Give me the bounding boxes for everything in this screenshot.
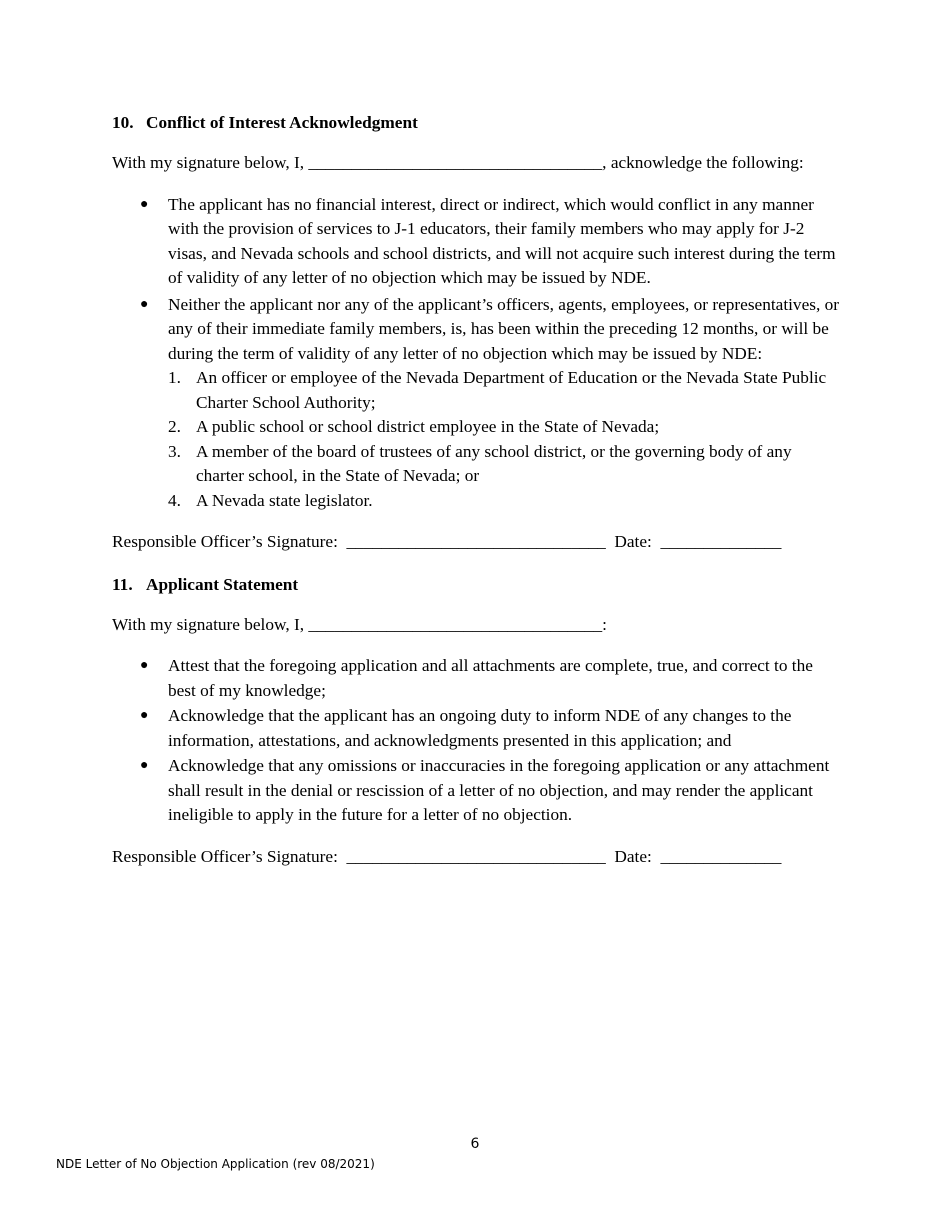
item-text: A Nevada state legislator.: [196, 490, 373, 510]
section-10-signature-line[interactable]: Responsible Officer’s Signature: ______________________________ Date: ______________: [112, 532, 782, 551]
section-11-heading: [112, 573, 842, 597]
list-item: [112, 704, 842, 753]
bullet-text: Attest that the foregoing application and all attachments are complete, true, and correct to the best of my knowledge;: [168, 656, 813, 700]
document-footer-label: NDE Letter of No Objection Application (rev 08/2021): [56, 1157, 375, 1171]
numbered-item: [168, 366, 842, 415]
numbered-item: [168, 489, 842, 514]
numbered-item: [168, 415, 842, 440]
section-11-bullet-list: [112, 654, 842, 828]
list-item: [112, 293, 842, 514]
item-number: 3.: [168, 441, 181, 461]
bullet-text: Acknowledge that any omissions or inaccuracies in the foregoing application or any attachment shall result in the denial or rescission of a letter of no objection, and may render the applicant ineligible to apply in the future for a letter of no objection.: [168, 756, 830, 824]
bullet-icon: ●: [140, 758, 149, 773]
section-10-bullet-list: [112, 193, 842, 514]
item-number: 4.: [168, 490, 181, 510]
section-10-title: Conflict of Interest Acknowledgment: [146, 113, 418, 132]
item-text: A member of the board of trustees of any school district, or the governing body of any charter school, in the State of Nevada; or: [196, 441, 792, 485]
bullet-text: Neither the applicant nor any of the applicant’s officers, agents, employees, or representatives, or any of their immediate family members, is, has been within the preceding 12 months, or will be during the term of validity of any letter of no objection which may be issued by NDE:: [168, 294, 840, 363]
section-10-intro: With my signature below, I, __________________________________, acknowledge the following:: [112, 153, 804, 172]
list-item: [112, 193, 842, 291]
bullet-text: Acknowledge that the applicant has an ongoing duty to inform NDE of any changes to the information, attestations, and acknowledgments presented in this application; and: [168, 706, 792, 750]
bullet-icon: ●: [140, 658, 149, 673]
bullet-icon: ●: [140, 708, 149, 723]
numbered-item: [168, 440, 842, 489]
section-10-heading: [112, 111, 842, 135]
section-11-title: Applicant Statement: [146, 574, 299, 594]
page-content: [112, 111, 842, 869]
page-number: 6: [470, 1136, 480, 1152]
item-text: A public school or school district employee in the State of Nevada;: [196, 417, 660, 436]
bullet-text: The applicant has no financial interest, direct or indirect, which would conflict in any manner with the provision of services to J-1 educators, their family members who may apply for J-2 visas, and Nevada schools and school districts, and will not acquire such interest during the term of validity of any letter of no objection which may be issued by NDE.: [168, 194, 836, 287]
item-number: 1.: [168, 368, 181, 387]
item-text: An officer or employee of the Nevada Department of Education or the Nevada State Public Charter School Authority;: [196, 368, 827, 412]
list-item: [112, 654, 842, 703]
section-11-number: 11.: [112, 574, 133, 594]
section-11-signature-line[interactable]: Responsible Officer’s Signature: ______________________________ Date: ______________: [112, 846, 782, 866]
section-10-number: 10.: [112, 113, 134, 132]
bullet-icon: ●: [140, 296, 149, 312]
bullet-icon: ●: [140, 196, 149, 212]
list-item: [112, 754, 842, 828]
section-11-intro: With my signature below, I, __________________________________:: [112, 614, 607, 634]
item-number: 2.: [168, 417, 181, 436]
numbered-list: [168, 366, 842, 513]
